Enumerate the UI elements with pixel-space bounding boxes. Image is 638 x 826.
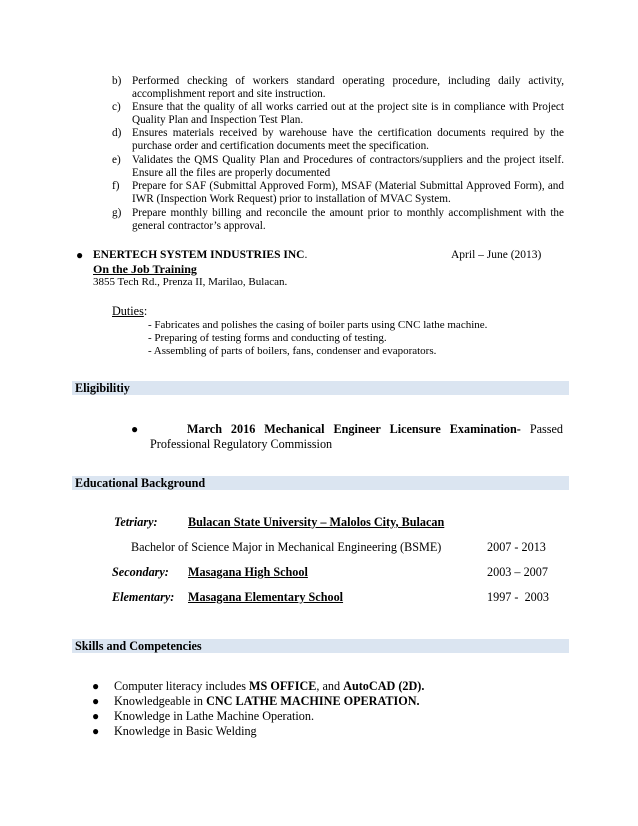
duty-text: Ensures materials received by warehouse have the certification documents required by the purchase order and certification documents meet the specification. <box>132 127 564 152</box>
company-address: 3855 Tech Rd., Prenza II, Marilao, Bulacan. <box>93 276 288 288</box>
secondary-school: Masagana High School <box>188 565 308 579</box>
secondary-label: Secondary: <box>112 565 169 579</box>
duty-text: Prepare for SAF (Submittal Approved Form), MSAF (Material Submittal Approved Form), and IWR (Inspection Work Request) prior to installation of MVAC System. <box>132 180 564 205</box>
list-marker: d) <box>112 127 122 139</box>
elementary-years: 1997 - 2003 <box>487 590 549 604</box>
section-title: Educational Background <box>75 476 206 490</box>
elementary-school: Masagana Elementary School <box>188 590 344 604</box>
skill-item: Knowledge in Lathe Machine Operation. <box>114 709 315 723</box>
job-period: April – June (2013) <box>451 249 542 261</box>
duty-text: Prepare monthly billing and reconcile the amount prior to monthly accomplishment with the general contractor’s approval. <box>132 207 564 232</box>
section-title: Eligibilitiy <box>75 381 130 395</box>
eligibility-body: Professional Regulatory Commission <box>150 437 333 451</box>
tertiary-label: Tetriary: <box>114 515 158 529</box>
tertiary-school: Bulacan State University – Malolos City, Bulacan <box>188 515 445 529</box>
skill-item: Knowledge in Basic Welding <box>114 724 257 738</box>
elementary-label: Elementary: <box>112 590 175 604</box>
bullet-icon: ● <box>92 709 100 723</box>
section-header-skills <box>72 639 569 653</box>
job-duty: - Preparing of testing forms and conducting of testing. <box>148 332 387 344</box>
duty-item-d <box>112 127 564 153</box>
skill-item: Knowledgeable in CNC LATHE MACHINE OPERATION. <box>114 694 420 708</box>
job-duty: - Fabricates and polishes the casing of boiler parts using CNC lathe machine. <box>148 319 488 331</box>
duty-item-e <box>112 154 564 180</box>
duty-text: Validates the QMS Quality Plan and Procedures of contractors/suppliers and the project itself. Ensure all the files are properly documented <box>132 154 564 179</box>
list-marker: e) <box>112 154 121 166</box>
bullet-icon: ● <box>92 679 100 693</box>
list-marker: f) <box>112 180 120 192</box>
section-header-eligibility <box>72 381 569 395</box>
job-position: On the Job Training <box>93 262 197 276</box>
duty-item-b <box>112 75 564 101</box>
list-marker: g) <box>112 207 122 219</box>
section-header-education <box>72 476 569 490</box>
duty-item-c <box>112 101 564 127</box>
eligibility-exam: March 2016 Mechanical Engineer Licensure Examination- Passed <box>187 422 563 436</box>
duty-item-f <box>112 180 564 206</box>
secondary-years: 2003 – 2007 <box>487 565 548 579</box>
bullet-icon: ● <box>92 694 100 708</box>
skill-item: Computer literacy includes MS OFFICE, and AutoCAD (2D). <box>114 679 425 693</box>
bullet-icon: ● <box>131 422 139 436</box>
bullet-icon: ● <box>92 724 100 738</box>
tertiary-years: 2007 - 2013 <box>487 540 546 554</box>
duty-text: Performed checking of workers standard operating procedure, including daily activity, accomplishment report and site instruction. <box>132 75 564 100</box>
duty-text: Ensure that the quality of all works carried out at the project site is in compliance with Project Quality Plan and Inspection Test Plan. <box>132 101 564 126</box>
list-marker: c) <box>112 101 121 113</box>
duties-label: Duties: <box>112 304 148 318</box>
job-duty: - Assembling of parts of boilers, fans, condenser and evaporators. <box>148 345 437 357</box>
list-marker: b) <box>112 75 122 87</box>
tertiary-course: Bachelor of Science Major in Mechanical Engineering (BSME) <box>131 540 442 554</box>
duty-item-g <box>112 207 564 233</box>
section-title: Skills and Competencies <box>75 639 202 653</box>
company-name: ENERTECH SYSTEM INDUSTRIES INC. <box>93 249 308 261</box>
bullet-icon: ● <box>76 248 84 262</box>
